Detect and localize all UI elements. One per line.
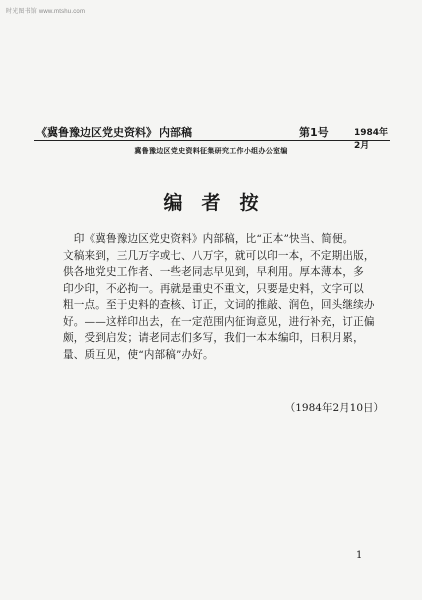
header-rule xyxy=(34,140,390,141)
editor-note-body xyxy=(63,231,389,363)
issue-date: 1984年2月 xyxy=(354,128,389,151)
editorial-office: 冀鲁豫边区党史资料征集研究工作小组办公室编 xyxy=(134,147,288,155)
issue-number: 第1号 xyxy=(299,126,329,139)
body-line: 好。——这样印出去，在一定范围内征询意见，进行补充，订正偏 xyxy=(63,315,375,328)
body-line: 量、质互见，使“内部稿”办好。 xyxy=(63,348,214,361)
body-line: 印《冀鲁豫边区党史资料》内部稿，比“正本”快当、简便。 xyxy=(63,233,354,245)
signoff-date: （1984年2月10日） xyxy=(284,402,384,414)
body-line: 颇，受到启发；请老同志们多写，我们一本本编印，日积月累， xyxy=(63,332,364,344)
publication-title: 《冀鲁豫边区党史资料》 xyxy=(36,126,157,139)
body-line: 文稿来到，三几万字或七、八万字，就可以印一本，不定期出版， xyxy=(63,249,375,262)
publication-subtitle: 内部稿 xyxy=(159,126,192,139)
watermark: 时光图书馆 www.mtshu.com xyxy=(6,9,86,15)
editor-note-heading: 编者按 xyxy=(163,192,278,214)
body-line: 粗一点。至于史料的查核、订正，文词的推敲、润色，回头继续办 xyxy=(63,299,375,311)
page-number: 1 xyxy=(356,550,363,561)
body-line: 供各地党史工作者、一些老同志早见到，早利用。厚本薄本，多 xyxy=(63,266,364,278)
body-line: 印少印，不必拘一。再就是重史不重文，只要是史料，文字可以 xyxy=(63,282,364,295)
